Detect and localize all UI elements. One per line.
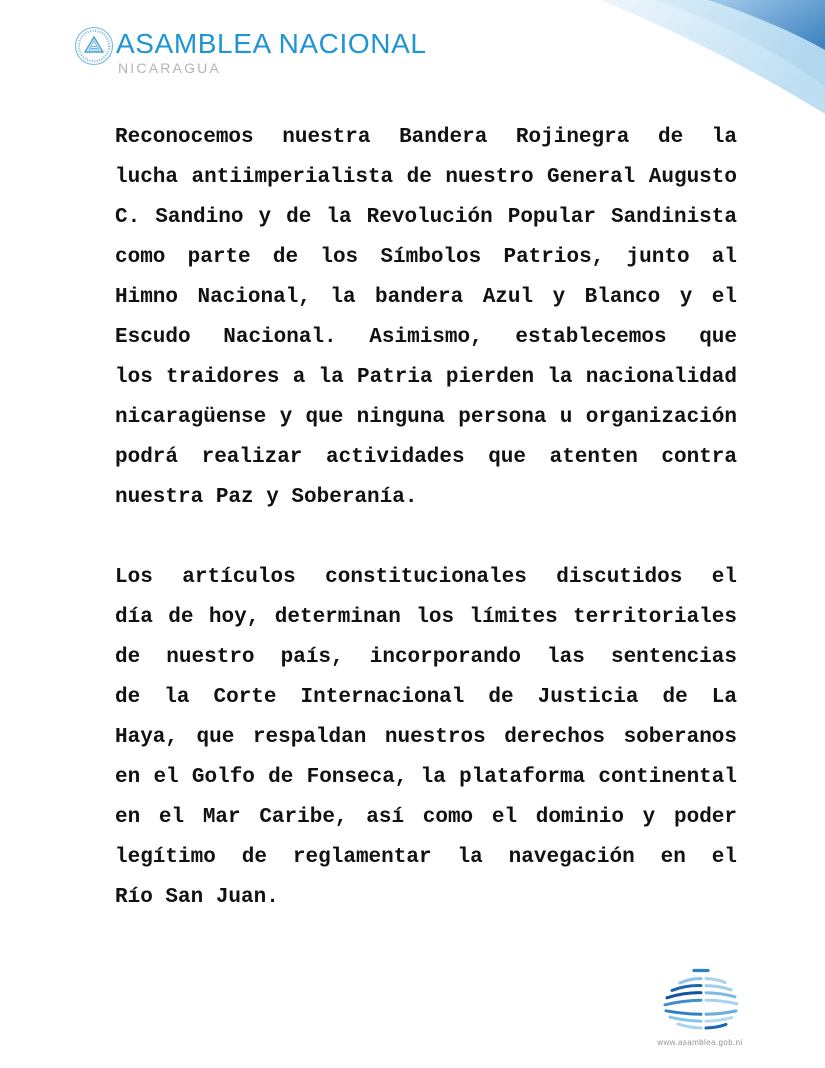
text-line: los traidores a la Patria pierden la nacionalidad [115, 366, 737, 389]
text-line: de la Corte Internacional de Justicia de La [115, 686, 737, 709]
text-line: podrá realizar actividades que atenten contra [115, 446, 737, 469]
text-line: día de hoy, determinan los límites territoriales [115, 606, 737, 629]
brand-country: NICARAGUA [118, 60, 222, 76]
globe-lines-logo-icon [648, 966, 752, 1036]
paragraph-2 [115, 558, 737, 918]
text-line: Escudo Nacional. Asimismo, establecemos que [115, 326, 737, 349]
text-line: Himno Nacional, la bandera Azul y Blanco y el [115, 286, 737, 309]
text-line: nuestra Paz y Soberanía. [115, 486, 418, 509]
text-line: legítimo de reglamentar la navegación en el [115, 846, 737, 869]
footer-website-url: www.asamblea.gob.ni [657, 1038, 743, 1047]
text-line: nicaragüense y que ninguna persona u organización [115, 406, 737, 429]
text-line: en el Golfo de Fonseca, la plataforma continental [115, 766, 737, 789]
text-line: como parte de los Símbolos Patrios, junto al [115, 246, 737, 269]
national-seal-icon [74, 26, 114, 66]
text-line: lucha antiimperialista de nuestro General Augusto [115, 166, 737, 189]
text-line: Río San Juan. [115, 886, 279, 909]
text-line: Los artículos constitucionales discutidos el [115, 566, 737, 589]
corner-swoosh-decoration [585, 0, 825, 130]
document-body [115, 118, 737, 958]
text-line: Reconocemos nuestra Bandera Rojinegra de la [115, 126, 737, 149]
brand-title: ASAMBLEA NACIONAL [116, 28, 427, 59]
page-header [0, 0, 600, 100]
text-line: de nuestro país, incorporando las sentencias [115, 646, 737, 669]
paragraph-1 [115, 118, 737, 518]
text-line: en el Mar Caribe, así como el dominio y poder [115, 806, 737, 829]
text-line: C. Sandino y de la Revolución Popular Sandinista [115, 206, 737, 229]
text-line: Haya, que respaldan nuestros derechos soberanos [115, 726, 737, 749]
